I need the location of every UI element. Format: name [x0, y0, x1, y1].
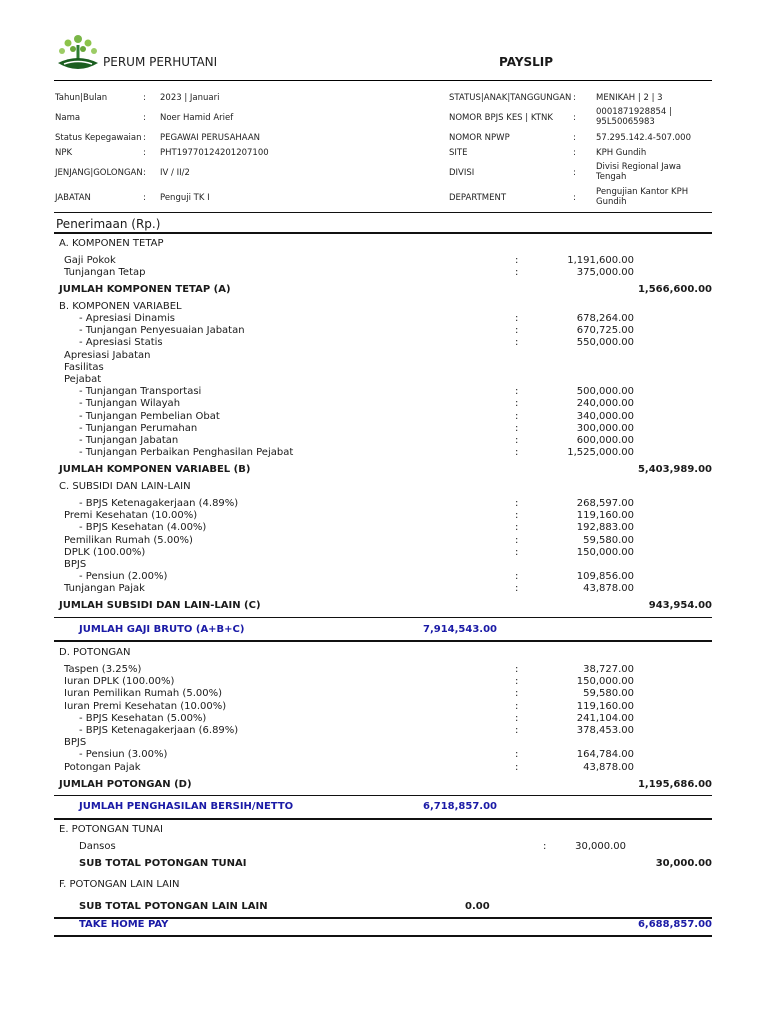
line-item-amount: 600,000.00	[576, 435, 634, 446]
line-item-label: Iuran Premi Kesehatan (10.00%)	[64, 700, 227, 712]
line-item	[0, 762, 768, 774]
info-value: Divisi Regional Jawa Tengah	[596, 162, 682, 182]
info-colon: :	[573, 93, 576, 103]
line-item	[0, 313, 768, 325]
line-item-label: Tunjangan Pajak	[64, 583, 145, 595]
info-label: JABATAN	[55, 193, 91, 203]
line-item	[0, 676, 768, 688]
total-label: JUMLAH POTONGAN (D)	[59, 779, 192, 790]
info-label: STATUS|ANAK|TANGGUNGAN	[449, 93, 572, 103]
company-name: PERUM PERHUTANI	[103, 55, 218, 69]
line-item-label: Fasilitas	[64, 361, 104, 373]
info-colon: :	[573, 113, 576, 123]
line-item-colon: :	[515, 398, 519, 410]
info-label: Tahun|Bulan	[55, 93, 108, 103]
line-item-label: DPLK (100.00%)	[64, 546, 146, 558]
line-item-amount: 375,000.00	[576, 267, 634, 279]
line-item	[0, 386, 768, 398]
netto-label: JUMLAH PENGHASILAN BERSIH/NETTO	[79, 801, 294, 812]
line-item-label: BPJS	[64, 737, 87, 749]
take-home-label: TAKE HOME PAY	[79, 919, 169, 930]
section-title-penerimaan: Penerimaan (Rp.)	[56, 217, 161, 231]
line-item-amount: 500,000.00	[576, 386, 634, 398]
tunai-item-colon: :	[543, 841, 547, 852]
line-item-amount: 150,000.00	[576, 546, 634, 558]
line-item-amount: 43,878.00	[583, 761, 634, 773]
line-item	[0, 325, 768, 337]
tunai-item-amount: 30,000.00	[575, 841, 626, 852]
line-item-label: - Tunjangan Perbaikan Penghasilan Pejabat	[79, 447, 294, 459]
line-item-colon: :	[515, 267, 519, 279]
total-amount: 5,403,989.00	[637, 464, 712, 475]
line-item	[0, 337, 768, 349]
line-item-label: - BPJS Ketenagakerjaan (4.89%)	[79, 498, 239, 509]
info-label: DIVISI	[449, 168, 475, 178]
info-colon: :	[143, 93, 146, 103]
line-item-colon: :	[515, 313, 519, 324]
total-amount: 943,954.00	[648, 600, 712, 611]
line-item-amount: 241,104.00	[576, 712, 634, 724]
line-item-colon: :	[515, 664, 519, 675]
section-divider	[54, 795, 712, 796]
line-item	[0, 398, 768, 410]
category-title: D. POTONGAN	[59, 647, 131, 658]
line-item	[0, 713, 768, 725]
line-item-label: Taspen (3.25%)	[64, 664, 142, 675]
line-item	[0, 267, 768, 279]
line-item-label: - Tunjangan Wilayah	[79, 398, 181, 410]
line-item	[0, 535, 768, 547]
line-item-label: Apresiasi Jabatan	[64, 349, 151, 361]
category-title: C. SUBSIDI DAN LAIN-LAIN	[59, 481, 191, 492]
line-item-label: Pemilikan Rumah (5.00%)	[64, 534, 193, 546]
info-value: 57.295.142.4-507.000	[596, 133, 691, 143]
line-item-colon: :	[515, 255, 519, 266]
subtotal-amount: 0.00	[465, 901, 490, 912]
header-divider	[54, 80, 712, 81]
line-item	[0, 374, 768, 386]
line-item-label: Potongan Pajak	[64, 761, 141, 773]
line-item-colon: :	[515, 688, 519, 700]
category-title: F. POTONGAN LAIN LAIN	[59, 879, 180, 890]
line-item-colon: :	[515, 571, 519, 583]
category-title: B. KOMPONEN VARIABEL	[59, 301, 182, 312]
total-label: JUMLAH KOMPONEN TETAP (A)	[59, 284, 231, 295]
line-item-label: Gaji Pokok	[64, 255, 116, 266]
info-value: 2023 | Januari	[160, 93, 220, 103]
line-item-colon: :	[515, 725, 519, 736]
info-label: NOMOR NPWP	[449, 133, 510, 143]
line-item	[0, 725, 768, 737]
info-colon: :	[143, 133, 146, 143]
line-item-label: Iuran Pemilikan Rumah (5.00%)	[64, 688, 222, 700]
line-item-amount: 38,727.00	[583, 664, 634, 675]
line-item-colon: :	[515, 510, 519, 522]
info-colon: :	[143, 148, 146, 158]
line-item-colon: :	[515, 534, 519, 546]
line-item-colon: :	[515, 712, 519, 724]
line-item-amount: 119,160.00	[576, 510, 634, 522]
total-label: JUMLAH KOMPONEN VARIABEL (B)	[59, 464, 251, 475]
line-item-colon: :	[515, 410, 519, 422]
line-item-label: - Tunjangan Transportasi	[79, 386, 202, 398]
document-title: PAYSLIP	[499, 55, 554, 69]
line-item-colon: :	[515, 700, 519, 712]
line-item-colon: :	[515, 498, 519, 509]
subtotal-label: SUB TOTAL POTONGAN TUNAI	[79, 858, 247, 869]
line-item-amount: 1,191,600.00	[567, 255, 634, 266]
line-item	[0, 749, 768, 761]
section-divider	[54, 818, 712, 820]
line-item-amount: 43,878.00	[583, 583, 634, 595]
line-item-amount: 378,453.00	[576, 725, 634, 736]
line-item-label: - BPJS Kesehatan (5.00%)	[79, 712, 207, 724]
line-item-amount: 59,580.00	[583, 688, 634, 700]
info-value: PHT19770124201207100	[160, 148, 269, 158]
line-item-label: Iuran DPLK (100.00%)	[64, 676, 175, 688]
line-item-label: Tunjangan Tetap	[64, 267, 146, 279]
info-value: IV / II/2	[160, 168, 190, 178]
line-item	[0, 510, 768, 522]
line-item-amount: 1,525,000.00	[567, 447, 634, 459]
info-colon: :	[573, 168, 576, 178]
line-item-colon: :	[515, 325, 519, 337]
line-item-amount: 150,000.00	[576, 676, 634, 688]
info-label: SITE	[449, 148, 468, 158]
info-value: Penguji TK I	[160, 193, 210, 203]
info-value: PEGAWAI PERUSAHAAN	[160, 133, 261, 143]
line-item-label: - Tunjangan Penyesuaian Jabatan	[79, 325, 245, 337]
line-item-colon: :	[515, 676, 519, 688]
line-item	[0, 547, 768, 559]
line-item	[0, 737, 768, 749]
line-item-amount: 670,725.00	[576, 325, 634, 337]
info-label: DEPARTMENT	[449, 193, 507, 203]
info-value: Noer Hamid Arief	[160, 113, 234, 123]
line-item	[0, 411, 768, 423]
line-item	[0, 498, 768, 510]
line-item-amount: 678,264.00	[576, 313, 634, 324]
info-colon: :	[143, 193, 146, 203]
line-item	[0, 583, 768, 595]
subtotal-label: SUB TOTAL POTONGAN LAIN LAIN	[79, 901, 268, 912]
info-value: KPH Gundih	[596, 148, 647, 158]
info-value: 0001871928854 | 95L50065983	[596, 107, 672, 127]
line-item	[0, 255, 768, 267]
subtotal-amount: 30,000.00	[655, 858, 712, 869]
line-item-label: - Tunjangan Jabatan	[79, 435, 179, 446]
line-item-amount: 340,000.00	[576, 410, 634, 422]
bruto-amount: 7,914,543.00	[423, 624, 498, 635]
line-item-label: - Tunjangan Perumahan	[79, 422, 198, 434]
line-item	[0, 701, 768, 713]
take-home-amount: 6,688,857.00	[637, 919, 712, 930]
info-label: JENJANG|GOLONGAN	[55, 168, 143, 178]
section-divider	[54, 640, 712, 642]
line-item-colon: :	[515, 749, 519, 761]
line-item-colon: :	[515, 447, 519, 459]
line-item	[0, 664, 768, 676]
line-item	[0, 571, 768, 583]
section-divider	[54, 617, 712, 618]
line-item-colon: :	[515, 522, 519, 534]
total-label: JUMLAH SUBSIDI DAN LAIN-LAIN (C)	[59, 600, 261, 611]
line-item-label: - Apresiasi Statis	[79, 337, 163, 349]
line-item	[0, 447, 768, 459]
netto-amount: 6,718,857.00	[423, 801, 498, 812]
line-item-label: - Apresiasi Dinamis	[79, 313, 175, 324]
line-item	[0, 688, 768, 700]
info-label: NPK	[55, 148, 73, 158]
line-item-amount: 550,000.00	[576, 337, 634, 349]
line-item	[0, 350, 768, 362]
info-colon: :	[573, 148, 576, 158]
line-item-label: - BPJS Kesehatan (4.00%)	[79, 522, 207, 534]
line-item-label: Pejabat	[64, 374, 102, 385]
tunai-item-label: Dansos	[79, 841, 116, 852]
line-item-amount: 240,000.00	[576, 398, 634, 410]
info-colon: :	[573, 193, 576, 203]
line-item-colon: :	[515, 546, 519, 558]
section-divider	[54, 232, 712, 234]
section-divider	[54, 935, 712, 937]
line-item-label: - Pensiun (3.00%)	[79, 749, 168, 761]
info-label: Status Kepegawaian	[55, 133, 142, 143]
category-title: A. KOMPONEN TETAP	[59, 238, 164, 249]
line-item-amount: 109,856.00	[576, 571, 634, 583]
line-item-colon: :	[515, 386, 519, 398]
line-item-label: BPJS	[64, 559, 87, 570]
line-item-label: - BPJS Ketenagakerjaan (6.89%)	[79, 725, 239, 736]
info-colon: :	[143, 168, 146, 178]
line-item-label: - Pensiun (2.00%)	[79, 571, 168, 583]
line-item-colon: :	[515, 337, 519, 349]
line-item-amount: 192,883.00	[576, 522, 634, 534]
info-divider	[54, 212, 712, 213]
perhutani-logo	[54, 33, 102, 75]
line-item-colon: :	[515, 435, 519, 446]
line-item	[0, 522, 768, 534]
line-item-colon: :	[515, 422, 519, 434]
line-item-amount: 300,000.00	[576, 422, 634, 434]
category-title: E. POTONGAN TUNAI	[59, 824, 163, 835]
info-value: Pengujian Kantor KPH Gundih	[596, 187, 689, 207]
line-item	[0, 423, 768, 435]
line-item-amount: 59,580.00	[583, 534, 634, 546]
info-label: NOMOR BPJS KES | KTNK	[449, 113, 553, 123]
total-amount: 1,566,600.00	[637, 284, 712, 295]
line-item	[0, 559, 768, 571]
line-item-label: Premi Kesehatan (10.00%)	[64, 510, 198, 522]
line-item-amount: 164,784.00	[576, 749, 634, 761]
info-label: Nama	[55, 113, 81, 123]
line-item-colon: :	[515, 761, 519, 773]
line-item-amount: 268,597.00	[576, 498, 634, 509]
line-item	[0, 435, 768, 447]
info-value: MENIKAH | 2 | 3	[596, 93, 663, 103]
bruto-label: JUMLAH GAJI BRUTO (A+B+C)	[79, 624, 245, 635]
line-item-label: - Tunjangan Pembelian Obat	[79, 410, 220, 422]
line-item-colon: :	[515, 583, 519, 595]
total-amount: 1,195,686.00	[637, 779, 712, 790]
line-item	[0, 362, 768, 374]
info-colon: :	[143, 113, 146, 123]
info-colon: :	[573, 133, 576, 143]
line-item-amount: 119,160.00	[576, 700, 634, 712]
